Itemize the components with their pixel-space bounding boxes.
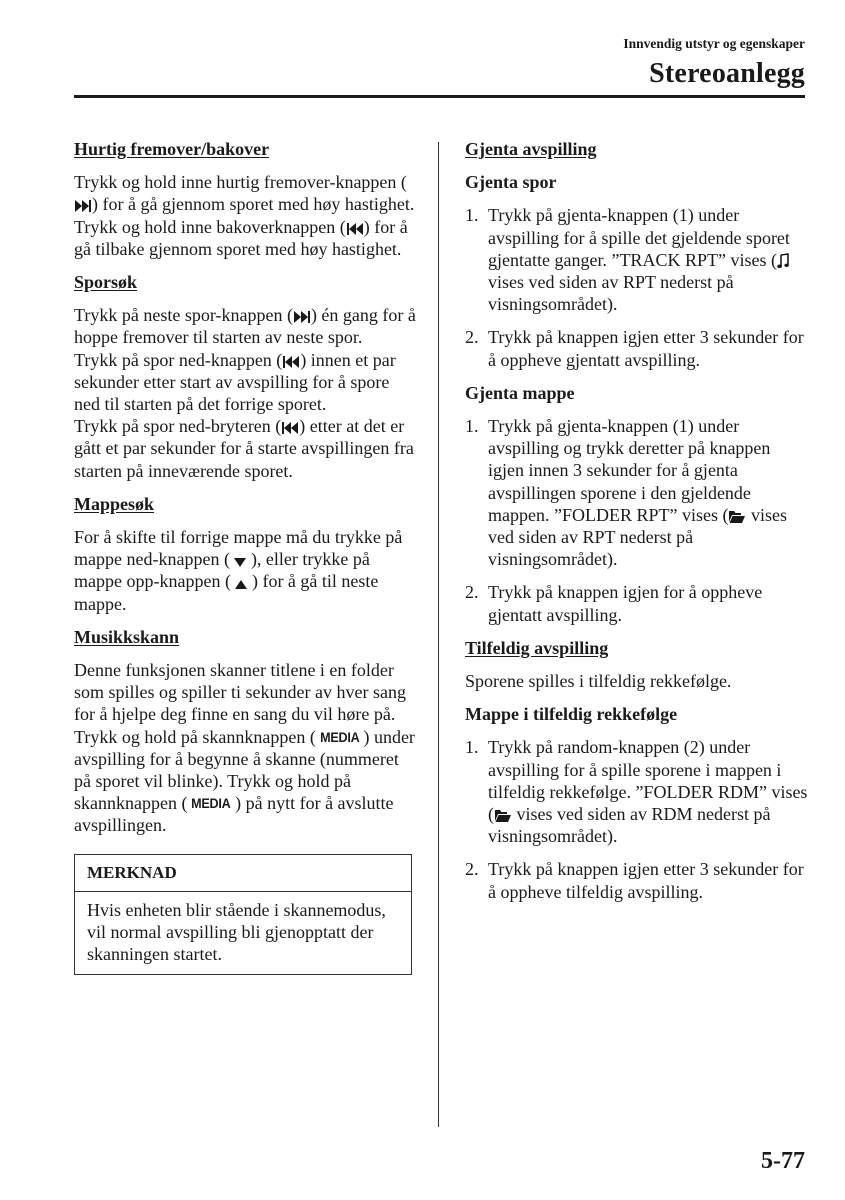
text: vises ved siden av RDM nederst på visningsområdet). <box>488 804 771 847</box>
list-item <box>465 204 810 315</box>
previous-track-icon <box>281 421 299 435</box>
list-text: Trykk på knappen igjen for å oppheve gjentatt avspilling. <box>488 582 763 625</box>
paragraph <box>74 171 419 215</box>
section-heading-random: Tilfeldig avspilling <box>465 637 609 658</box>
subheading-repeat-track: Gjenta spor <box>465 172 557 193</box>
folder-icon <box>728 509 746 524</box>
left-column <box>74 138 419 975</box>
list-number: 1. <box>465 205 479 226</box>
text: ) for å gå gjennom sporet med høy hastighet. <box>92 194 415 215</box>
paragraph: Denne funksjonen skanner titlene i en folder som spilles og spiller ti sekunder av hver sang for å hjelpe deg finne en sang du vil høre på. <box>74 660 406 725</box>
text: vises ved siden av RPT nederst på visningsområdet). <box>488 504 787 570</box>
paragraph: Sporene spilles i tilfeldig rekkefølge. <box>465 671 732 692</box>
folder-up-icon <box>235 579 247 590</box>
paragraph <box>74 526 419 615</box>
rewind-icon <box>346 222 364 236</box>
header-rule <box>74 95 805 98</box>
text: ) for å gå tilbake gjennom sporet med høy hastighet. <box>74 216 408 259</box>
text: Trykk på spor ned-knappen ( <box>74 349 283 370</box>
media-button-icon: MEDIA <box>191 795 231 812</box>
page-title: Stereoanlegg <box>649 58 805 89</box>
subheading-folder-random: Mappe i tilfeldig rekkefølge <box>465 704 678 725</box>
section-heading-folder-search: Mappesøk <box>74 493 155 514</box>
music-note-icon <box>777 253 789 269</box>
text: ) under avspilling for å begynne å skanne (nummeret på sporet vil blinke). Trykk og hold på skannknappen ( <box>74 726 415 814</box>
text: Trykk på random-knappen (2) under avspilling for å spille sporene i mappen i tilfeldig rekkefølge. ”FOLDER RDM” vises ( <box>488 737 808 825</box>
text: Trykk på spor ned-bryteren ( <box>74 416 282 437</box>
fast-forward-icon <box>74 199 92 213</box>
section-heading-repeat: Gjenta avspilling <box>465 139 597 159</box>
list-number: 2. <box>465 327 479 348</box>
list-text <box>488 204 810 315</box>
section-heading-track-search: Sporsøk <box>74 272 138 293</box>
note-box <box>74 854 412 975</box>
list-text: Trykk på knappen igjen etter 3 sekunder for å oppheve tilfeldig avspilling. <box>488 859 804 902</box>
paragraph <box>74 726 419 837</box>
text: Trykk på neste spor-knappen ( <box>74 305 293 326</box>
note-heading: MERKNAD <box>75 855 411 892</box>
text: Trykk på gjenta-knappen (1) under avspilling for å spille det gjeldende sporet gjentatte ganger. ”TRACK RPT” vises ( <box>488 205 790 270</box>
text: ) på nytt for å avslutte avspillingen. <box>74 793 394 836</box>
note-body: Hvis enheten blir stående i skannemodus, vil normal avspilling bli gjenopptatt der skanningen startet. <box>87 899 386 965</box>
subheading-repeat-folder: Gjenta mappe <box>465 382 575 403</box>
list-number: 2. <box>465 582 479 603</box>
folder-icon <box>494 808 512 823</box>
text: ) innen et par sekunder etter start av avspilling for å spore ned til starten på det forrige sporet. <box>74 349 396 415</box>
text: Trykk og hold inne hurtig fremover-knappen ( <box>74 172 407 193</box>
paragraph <box>74 415 419 482</box>
right-column <box>465 138 810 914</box>
list-number: 2. <box>465 859 479 880</box>
list-item <box>465 415 810 570</box>
list-item <box>465 858 810 902</box>
text: ) for å gå til neste mappe. <box>74 571 379 614</box>
paragraph <box>74 349 419 416</box>
text: ), eller trykke på mappe opp-knappen ( <box>74 549 370 592</box>
list-text <box>488 736 810 847</box>
next-track-icon <box>293 310 311 324</box>
text: Trykk og hold inne bakoverknappen ( <box>74 216 346 237</box>
list-item <box>465 326 810 370</box>
list-text: Trykk på knappen igjen etter 3 sekunder for å oppheve gjentatt avspilling. <box>488 327 804 370</box>
text: Trykk på gjenta-knappen (1) under avspilling og trykk deretter på knappen igjen innen 3 sekunder for å gjenta avspillingen sporene i den gjeldende mappen. ”FOLDER RPT” vises ( <box>488 416 771 525</box>
list-item <box>465 736 810 847</box>
list-number: 1. <box>465 416 479 437</box>
page-number: 5-77 <box>761 1148 805 1174</box>
paragraph <box>74 304 419 348</box>
paragraph <box>74 216 419 260</box>
text: ) etter at det er gått et par sekunder for å starte avspillingen fra starten på inneværende sporet. <box>74 416 414 481</box>
text: vises ved siden av RPT nederst på visningsområdet). <box>488 272 734 315</box>
folder-down-icon <box>234 557 246 568</box>
previous-track-icon <box>282 355 300 369</box>
section-heading-fast-forward: Hurtig fremover/bakover <box>74 139 270 159</box>
list-number: 1. <box>465 737 479 758</box>
section-heading-music-scan: Musikkskann <box>74 626 180 647</box>
text: For å skifte til forrige mappe må du trykke på mappe ned-knappen ( <box>74 527 403 570</box>
column-divider <box>438 142 439 1127</box>
list-text <box>488 415 810 570</box>
text: Trykk og hold på skannknappen ( <box>74 726 316 747</box>
header-subtitle: Innvendig utstyr og egenskaper <box>623 36 805 51</box>
text: ) én gang for å hoppe fremover til starten av neste spor. <box>74 305 416 348</box>
list-item <box>465 581 810 625</box>
media-button-icon: MEDIA <box>320 728 360 745</box>
